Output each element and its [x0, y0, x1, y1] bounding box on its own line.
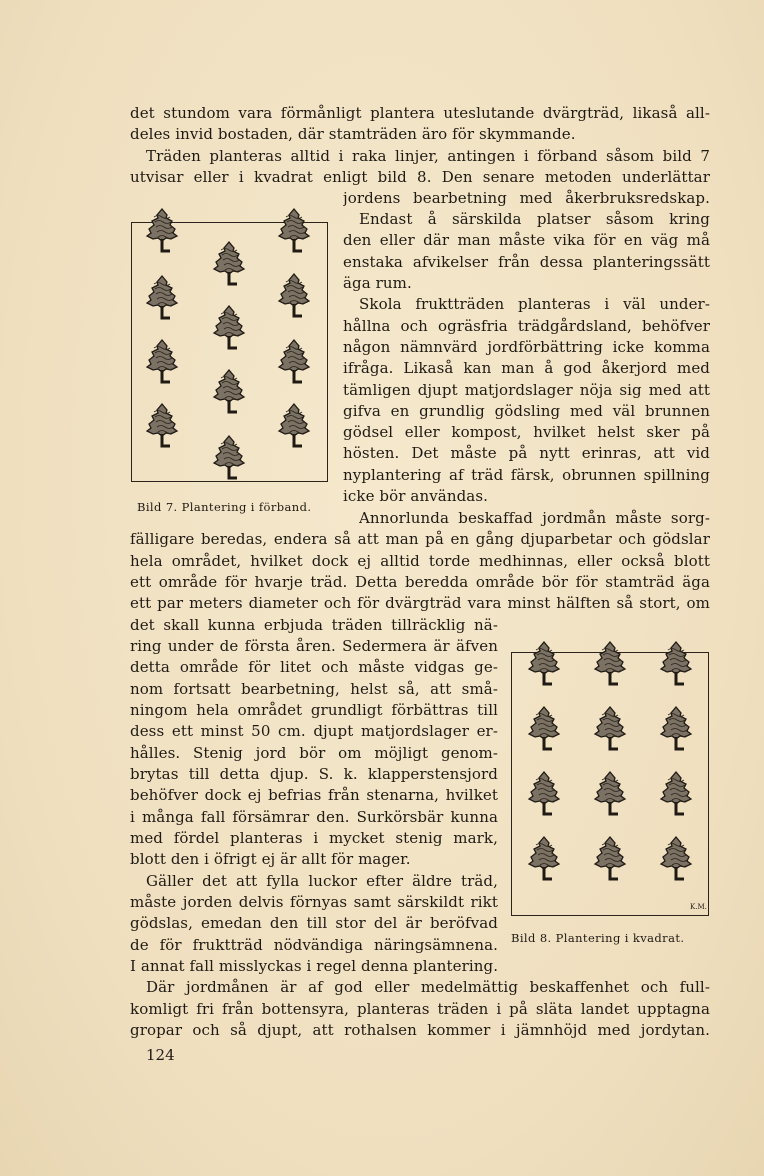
tree-icon — [529, 642, 559, 684]
text-line: Träden planteras alltid i raka linjer, antingen i förband såsom bild 7 — [146, 147, 710, 165]
text-line: nom fortsatt bearbetning, helst så, att små- — [130, 680, 498, 698]
text-line: måste jorden delvis förnyas samt särskildt rikt — [130, 893, 498, 911]
text-line: komligt fri från bottensyra, planteras träden i på släta landet upptagna — [130, 1000, 710, 1018]
text-line: den eller där man måste vika för en väg må — [343, 231, 710, 249]
text-line: jordens bearbetning med åkerbruksredskap. — [343, 189, 710, 207]
tree-icon — [147, 340, 177, 382]
text-line: nyplantering af träd färsk, obrunnen spillning — [343, 466, 710, 484]
figure-8-trees — [511, 652, 710, 917]
tree-icon — [279, 209, 309, 251]
text-line: Skola fruktträden planteras i väl under- — [359, 295, 710, 313]
figure-7-caption: Bild 7. Plantering i förband. — [137, 500, 312, 514]
text-line: ett par meters diameter och för dvärgträd vara minst hälften så stort, om — [130, 594, 710, 612]
text-line: Där jordmånen är af god eller medelmättig beskaffenhet och full- — [146, 978, 710, 996]
text-line: gödsel eller kompost, hvilket helst sker på — [343, 423, 710, 441]
tree-icon — [214, 242, 244, 284]
text-line: deles invid bostaden, där stamträden äro för skymmande. — [130, 125, 576, 143]
text-line: gropar och så djupt, att rothalsen kommer i jämnhöjd med jordytan. — [130, 1021, 710, 1039]
text-line: de för fruktträd nödvändiga näringsämnena. — [130, 936, 498, 954]
text-line: icke bör användas. — [343, 487, 488, 505]
tree-icon — [595, 772, 625, 814]
tree-icon — [661, 642, 691, 684]
text-line: någon nämnvärd jordförbättring icke komma — [343, 338, 710, 356]
tree-icon — [147, 276, 177, 318]
text-line: blott den i öfrigt ej är allt för mager. — [130, 850, 411, 868]
text-line: I annat fall misslyckas i regel denna plantering. — [130, 957, 499, 975]
text-line: äga rum. — [343, 274, 412, 292]
tree-icon — [214, 306, 244, 348]
text-line: det stundom vara förmånligt plantera uteslutande dvärgträd, likaså all- — [130, 104, 710, 122]
text-line: gifva en grundlig gödsling med väl brunnen — [343, 402, 710, 420]
text-line: brytas till detta djup. S. k. klapperstensjord — [130, 765, 498, 783]
tree-icon — [595, 642, 625, 684]
tree-icon — [595, 707, 625, 749]
text-line: Endast å särskilda platser såsom kring — [359, 210, 710, 228]
text-line: ett område för hvarje träd. Detta beredda område bör för stamträd äga — [130, 573, 710, 591]
text-line: fälligare beredas, endera så att man på en gång djuparbetar och gödslar — [130, 530, 710, 548]
figure-7-trees — [131, 222, 329, 482]
text-line: hösten. Det måste på nytt erinras, att vid — [343, 444, 710, 462]
text-line: detta område för litet och måste vidgas ge- — [130, 658, 498, 676]
tree-icon — [279, 340, 309, 382]
tree-icon — [595, 837, 625, 879]
text-line: Annorlunda beskaffad jordmån måste sorg- — [359, 509, 710, 527]
tree-icon — [214, 436, 244, 478]
text-line: med fördel planteras i mycket stenig mark, — [130, 829, 498, 847]
tree-icon — [529, 837, 559, 879]
tree-icon — [147, 404, 177, 446]
text-line: hålles. Stenig jord bör om möjligt genom- — [130, 744, 498, 762]
text-line: det skall kunna erbjuda träden tillräcklig nä- — [130, 616, 498, 634]
text-line: hållna och ogräsfria trädgårdsland, behöfver — [343, 317, 710, 335]
text-line: Gäller det att fylla luckor efter äldre träd, — [146, 872, 498, 890]
text-line: enstaka afvikelser från dessa planteringssätt — [343, 253, 710, 271]
text-line: i många fall försämrar den. Surkörsbär kunna — [130, 808, 498, 826]
figure-8-caption: Bild 8. Plantering i kvadrat. — [511, 931, 685, 945]
tree-icon — [214, 370, 244, 412]
illustrator-initials: K.M. — [690, 903, 707, 911]
text-line: gödslas, emedan den till stor del är beröfvad — [130, 914, 498, 932]
text-line: behöfver dock ej befrias från stenarna, hvilket — [130, 786, 498, 804]
tree-icon — [661, 837, 691, 879]
text-line: dess ett minst 50 cm. djupt matjordslager er- — [130, 722, 498, 740]
tree-icon — [661, 707, 691, 749]
tree-icon — [147, 209, 177, 251]
text-line: ifråga. Likaså kan man å god åkerjord med — [343, 359, 710, 377]
tree-icon — [279, 274, 309, 316]
tree-icon — [661, 772, 691, 814]
text-line: ring under de första åren. Sedermera är äfven — [130, 637, 498, 655]
tree-icon — [529, 707, 559, 749]
tree-icon — [529, 772, 559, 814]
text-line: hela området, hvilket dock ej alltid torde medhinnas, eller också blott — [130, 552, 710, 570]
tree-icon — [279, 404, 309, 446]
text-line: ningom hela området grundligt förbättras till — [130, 701, 498, 719]
text-line: tämligen djupt matjordslager nöja sig med att — [343, 381, 710, 399]
page-number: 124 — [146, 1046, 175, 1064]
text-line: utvisar eller i kvadrat enligt bild 8. Den senare metoden underlättar — [130, 168, 710, 186]
